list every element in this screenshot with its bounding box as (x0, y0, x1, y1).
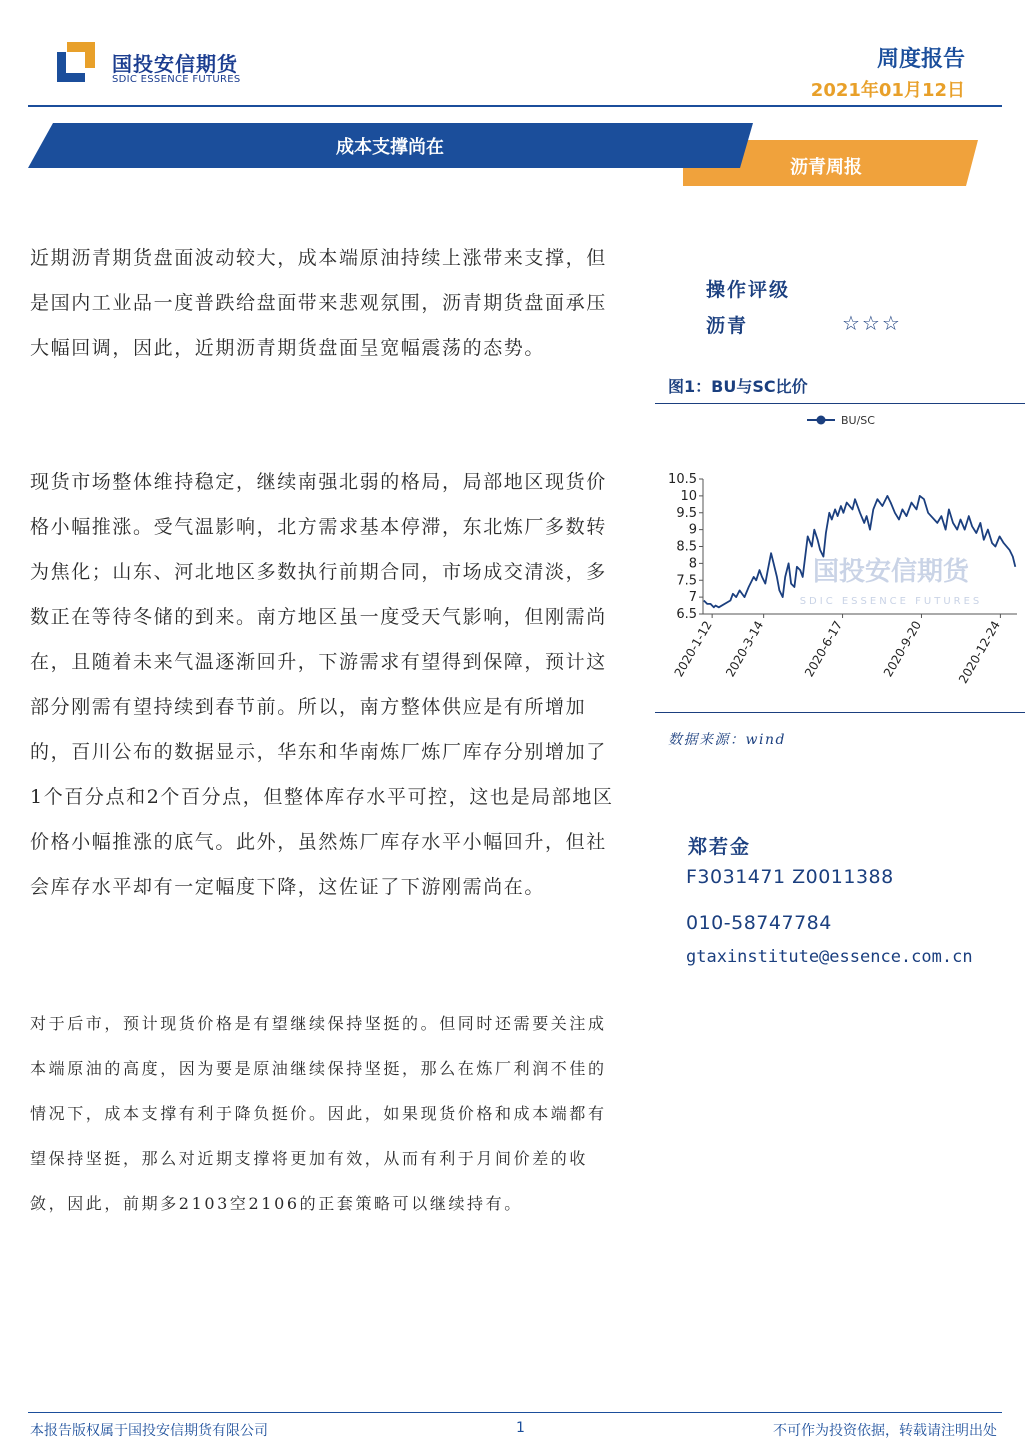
y-tick-label: 9 (688, 522, 697, 538)
chart-watermark-cn: 国投安信期货 (812, 557, 970, 587)
report-type: 周度报告 (876, 47, 965, 72)
report-date: 2021年01月12日 (810, 80, 965, 101)
footer-divider (28, 1412, 1002, 1413)
bu-sc-ratio-chart (655, 404, 1025, 710)
x-tick-label: 2020-9-20 (880, 618, 925, 680)
legend-label: BU/SC (841, 414, 875, 427)
company-name-en: SDIC ESSENCE FUTURES (112, 74, 241, 85)
report-title: 成本支撑尚在 (336, 137, 444, 158)
report-category: 沥青周报 (790, 157, 862, 178)
chart-watermark-en: SDIC ESSENCE FUTURES (799, 596, 983, 607)
x-tick-label: 2020-1-12 (671, 618, 715, 680)
y-tick-label: 8 (688, 556, 697, 572)
y-tick-label: 9.5 (676, 505, 697, 521)
series-line-bu-sc (704, 496, 1016, 607)
y-tick-label: 10.5 (668, 472, 697, 487)
x-tick-label: 2020-3-14 (723, 618, 767, 680)
page-number: 1 (516, 1420, 525, 1436)
y-tick-label: 8.5 (676, 539, 697, 555)
figure-source: 数据来源：wind (668, 732, 786, 748)
y-tick-label: 7.5 (676, 573, 697, 589)
x-tick-label: 2020-12-24 (955, 618, 1003, 686)
author-email[interactable]: gtaxinstitute@essence.com.cn (686, 947, 973, 967)
figure-title: 图1：BU与SC比价 (668, 377, 808, 396)
company-name-cn: 国投安信期货 (112, 52, 238, 76)
author-phone: 010-58747784 (686, 912, 832, 934)
y-tick-label: 7 (688, 590, 697, 606)
legend-marker (817, 416, 826, 425)
author-name: 郑若金 (688, 836, 752, 858)
rating-stars: ☆☆☆ (842, 311, 902, 335)
x-tick-label: 2020-6-17 (801, 618, 846, 680)
y-tick-label: 6.5 (676, 607, 697, 622)
rating-commodity: 沥青 (706, 315, 749, 337)
footer-disclaimer: 不可作为投资依据，转载请注明出处 (773, 1423, 997, 1439)
y-tick-label: 10 (680, 488, 697, 504)
footer-copyright: 本报告版权属于国投安信期货有限公司 (30, 1423, 268, 1439)
company-logo-icon (57, 42, 105, 84)
body-paragraph-2: 现货市场整体维持稳定，继续南强北弱的格局，局部地区现货价格小幅推涨。受气温影响，北方需求基本停滞，东北炼厂多数转为焦化；山东、河北地区多数执行前期合同，市场成交清淡，多数正在等待冬储的到来。南方地区虽一度受天气影响，但刚需尚在，且随着未来气温逐渐回升，下游需求有望得到保障，预计这部分刚需有望持续到春节前。所以，南方整体供应是有所增加的，百川公布的数据显示，华东和华南炼厂炼厂库存分别增加了1个百分点和2个百分点，但整体库存水平可控，这也是局部地区价格小幅推涨的底气。此外，虽然炼厂库存水平小幅回升，但社会库存水平却有一定幅度下降，这佐证了下游刚需尚在。 (30, 471, 614, 898)
rating-title: 操作评级 (706, 279, 791, 301)
author-certificate: F3031471 Z0011388 (686, 866, 894, 888)
header-divider (28, 105, 1002, 107)
body-paragraph-3: 对于后市，预计现货价格是有望继续保持坚挺的。但同时还需要关注成本端原油的高度，因为要是原油继续保持坚挺，那么在炼厂利润不佳的情况下，成本支撑有利于降负挺价。因此，如果现货价格和成本端都有望保持坚挺，那么对近期支撑将更加有效，从而有利于月间价差的收敛，因此，前期多2103空2106的正套策略可以继续持有。 (30, 1014, 607, 1213)
body-paragraph-1: 近期沥青期货盘面波动较大，成本端原油持续上涨带来支撑，但是国内工业品一度普跌给盘面带来悲观氛围，沥青期货盘面承压大幅回调，因此，近期沥青期货盘面呈宽幅震荡的态势。 (30, 247, 607, 359)
figure-bottom-rule (655, 712, 1025, 713)
